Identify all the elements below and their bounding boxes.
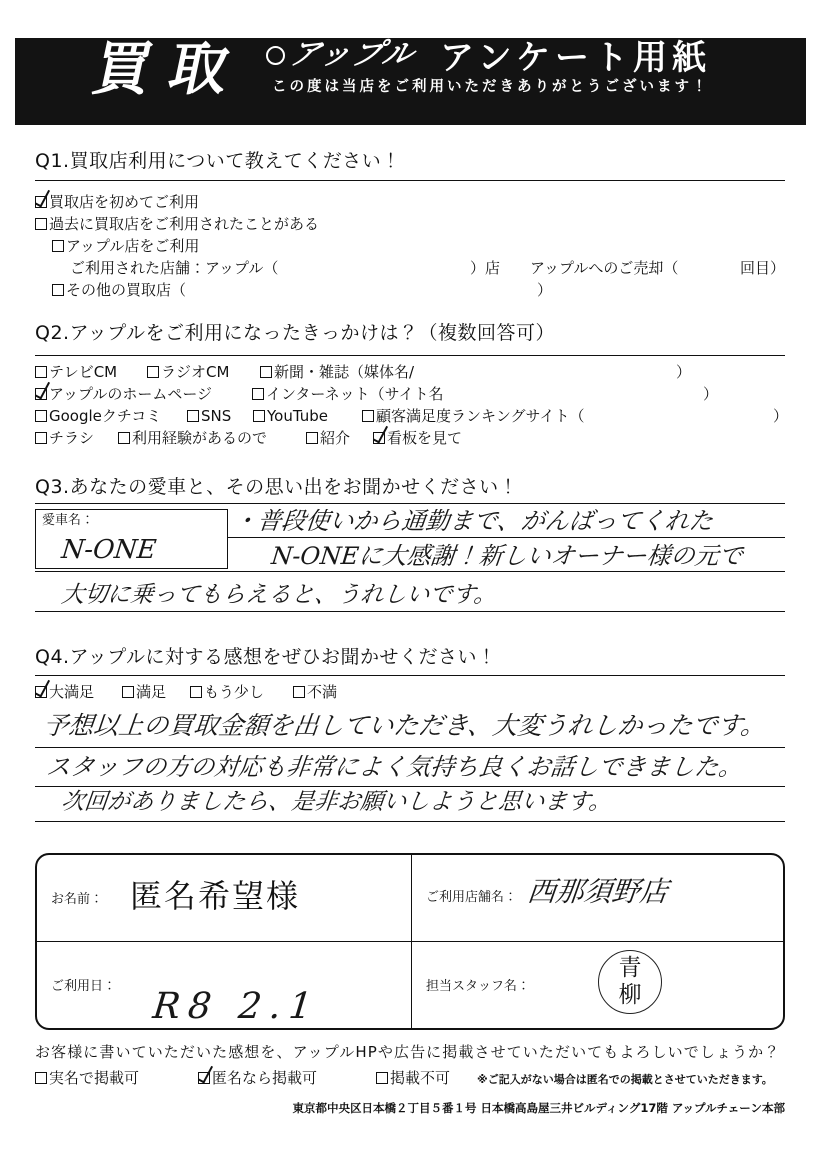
car-name-box	[35, 509, 228, 569]
q4-comment-line-3: 次回がありましたら、是非お願いしようと思います。	[60, 789, 613, 815]
option-label: 看板を見て	[387, 429, 463, 447]
q2-option-youtube	[253, 407, 328, 425]
q4-option-so-so	[190, 683, 264, 701]
consent-question: お客様に書いていただいた感想を、アップルHPや広告に掲載させていただいてもよろしいでしょうか？	[35, 1043, 781, 1061]
consent-option-real-name	[35, 1069, 139, 1087]
stamp-char-bottom: 柳	[618, 982, 642, 1008]
store-used-prefix: ご利用された店舗：アップル（	[70, 259, 279, 277]
q4-comment-line-1: 予想以上の買取金額を出していただき、大変うれしかったです。	[41, 711, 768, 740]
stamp-char-top: 青	[618, 955, 642, 981]
date-label: ご利用日：	[51, 979, 117, 994]
q1-option-other-store	[52, 281, 186, 299]
q1-option-used-apple	[52, 237, 199, 255]
q3-writing-line-1	[228, 537, 785, 538]
details-horizontal-divider	[37, 941, 783, 942]
internet-close: ）	[703, 385, 719, 403]
option-label: その他の買取店（	[66, 281, 187, 299]
apple-logo-text: アップル	[285, 37, 420, 72]
greeting: この度は当店をご利用いただきありがとうございます！	[272, 79, 710, 95]
q2-option-past-experience	[118, 429, 267, 447]
q2-underline	[35, 355, 785, 356]
checkbox	[260, 366, 272, 378]
checkbox	[253, 410, 265, 422]
q2-option-homepage	[35, 385, 212, 403]
consent-option-anonymous	[198, 1069, 317, 1087]
option-label: アップル店をご利用	[66, 237, 200, 255]
car-name-handwritten: N-ONE	[59, 535, 158, 565]
q4-underline	[35, 675, 785, 676]
q1-option-first-time	[35, 193, 199, 211]
q4-option-dissatisfied	[293, 683, 337, 701]
customer-details-box	[35, 853, 785, 1030]
checkbox	[118, 432, 130, 444]
option-label: アップルのホームページ	[49, 385, 213, 403]
store-label: ご利用店舗名：	[426, 890, 518, 905]
consent-note: ※ご記入がない場合は匿名での掲載とさせていただきます。	[477, 1073, 773, 1086]
checkbox	[198, 1072, 210, 1084]
staff-label: 担当スタッフ名：	[426, 979, 531, 994]
q2-option-internet	[252, 385, 444, 403]
q4-heading: Q4.アップルに対する感想をぜひお聞かせください！	[35, 646, 497, 668]
option-label: 大満足	[49, 683, 95, 701]
q3-memory-line-3: 大切に乗ってもらえると、うれしいです。	[60, 582, 498, 608]
checkbox	[147, 366, 159, 378]
store-handwritten: 西那須野店	[525, 875, 670, 908]
option-label: 顧客満足度ランキングサイト（	[376, 407, 585, 425]
checkbox	[35, 432, 47, 444]
option-label: Googleクチコミ	[49, 407, 162, 425]
name-label: お名前：	[51, 892, 104, 907]
q2-option-signboard	[373, 429, 462, 447]
q4-writing-line-1	[35, 747, 785, 748]
q3-writing-line-3	[35, 611, 785, 612]
checkbox	[362, 410, 374, 422]
checkbox	[35, 410, 47, 422]
q2-option-newspaper	[260, 363, 414, 381]
checkbox	[52, 240, 64, 252]
option-label: 実名で掲載可	[49, 1069, 140, 1087]
q2-option-referral	[306, 429, 350, 447]
q2-option-google-reviews	[35, 407, 161, 425]
sale-count-prefix: アップルへのご売却（	[530, 259, 679, 277]
option-label: 掲載不可	[390, 1069, 451, 1087]
q3-memory-line-1: ・普段使いから通勤まで、がんばってくれた	[231, 507, 715, 535]
q2-option-radio-cm	[147, 363, 229, 381]
consent-option-not-allowed	[376, 1069, 450, 1087]
q2-option-ranking-site	[362, 407, 585, 425]
q4-writing-line-3	[35, 821, 785, 822]
option-label: 買取店を初めてご利用	[49, 193, 200, 211]
customer-name: 匿名希望様	[130, 877, 301, 915]
q4-writing-line-2	[35, 786, 785, 787]
q4-comment-line-2: スタッフの方の対応も非常によく気持ち良くお話しできました。	[44, 753, 744, 781]
checkbox	[376, 1072, 388, 1084]
date-handwritten: R8 2.1	[150, 986, 322, 1027]
option-label: 紹介	[320, 429, 351, 447]
footer-address: 東京都中央区日本橋２丁目５番１号 日本橋高島屋三井ビルディング17階 アップルチェーン本部	[292, 1101, 785, 1115]
checkbox	[52, 284, 64, 296]
checkbox	[35, 686, 47, 698]
q3-heading: Q3.あなたの愛車と、その思い出をお聞かせください！	[35, 476, 519, 498]
q2-option-tv-cm	[35, 363, 117, 381]
sale-count-suffix: 回目）	[740, 259, 786, 277]
checkbox	[122, 686, 134, 698]
option-label: インターネット（サイト名	[266, 385, 444, 403]
q2-option-flyer	[35, 429, 94, 447]
option-label: YouTube	[267, 407, 328, 425]
option-label: 過去に買取店をご利用されたことがある	[49, 215, 320, 233]
option-label: SNS	[201, 407, 232, 425]
q4-option-very-satisfied	[35, 683, 94, 701]
form-title: アンケート用紙	[440, 38, 711, 78]
checkbox	[35, 388, 47, 400]
checkbox	[35, 366, 47, 378]
option-label: テレビCM	[49, 363, 118, 381]
checkbox	[293, 686, 305, 698]
option-label: 満足	[136, 683, 167, 701]
option-label: 利用経験があるので	[132, 429, 268, 447]
option-label: チラシ	[49, 429, 95, 447]
option-label: 匿名なら掲載可	[212, 1069, 318, 1087]
q2-heading: Q2.アップルをご利用になったきっかけは？（複数回答可）	[35, 322, 555, 344]
q2-option-sns	[187, 407, 231, 425]
store-used-suffix: ）店	[470, 259, 501, 277]
checkbox	[187, 410, 199, 422]
ranking-site-close: ）	[773, 407, 789, 425]
option-label: 不満	[307, 683, 338, 701]
q3-writing-line-2	[35, 571, 785, 572]
q1-underline	[35, 180, 785, 181]
apple-logo-icon	[266, 46, 285, 65]
checkbox	[373, 432, 385, 444]
other-store-close: ）	[537, 281, 553, 299]
checkbox	[190, 686, 202, 698]
q4-option-satisfied	[122, 683, 166, 701]
checkbox	[35, 1072, 47, 1084]
q1-heading: Q1.買取店利用について教えてください！	[35, 150, 401, 172]
option-label: 新聞・雑誌（媒体名/	[274, 363, 415, 381]
newspaper-close: ）	[676, 363, 692, 381]
q3-memory-line-2: N-ONEに大感謝！新しいオーナー様の元で	[269, 542, 745, 570]
option-label: ラジオCM	[161, 363, 230, 381]
checkbox	[35, 218, 47, 230]
banner-title: 買取	[86, 35, 254, 103]
checkbox	[252, 388, 264, 400]
q3-underline	[35, 503, 785, 504]
q1-option-used-before	[35, 215, 319, 233]
checkbox	[306, 432, 318, 444]
checkbox	[35, 196, 47, 208]
option-label: もう少し	[204, 683, 265, 701]
staff-name-stamp	[598, 950, 662, 1014]
car-name-label: 愛車名：	[42, 513, 95, 528]
